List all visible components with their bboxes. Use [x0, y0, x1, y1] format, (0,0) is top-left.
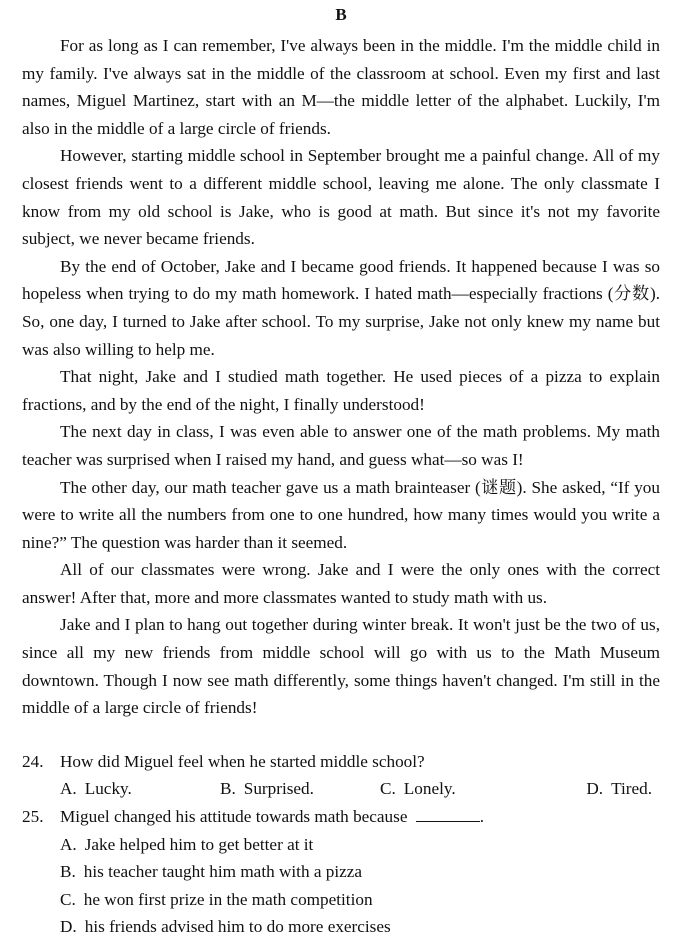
reading-passage: [22, 32, 660, 722]
option-c[interactable]: [22, 886, 660, 914]
question-text: How did Miguel feel when he started middle school?: [60, 751, 425, 771]
question-number: 24.: [22, 751, 44, 771]
option-letter: D.: [586, 779, 604, 799]
question-stem: [22, 748, 660, 776]
question-end-punctuation: .: [479, 807, 485, 827]
option-letter: C.: [380, 779, 396, 799]
option-b[interactable]: [220, 775, 380, 803]
option-b[interactable]: [22, 858, 660, 886]
option-d[interactable]: [22, 913, 660, 941]
paragraph: For as long as I can remember, I've always been in the middle. I'm the middle child in my family. I've always sat in the middle of the classroom at school. Even my first and last names, Miguel Martinez, start with an M—the middle letter of the alphabet. Luckily, I'm also in the middle of a large circle of friends.: [22, 36, 660, 138]
option-c[interactable]: [380, 775, 540, 803]
paragraph: The other day, our math teacher gave us a math brainteaser (谜题). She asked, “If you were to write all the numbers from one to one hundred, how many times would you write a nine?” The question was harder than it seemed.: [22, 477, 660, 552]
question-24: [22, 748, 660, 803]
option-letter: A.: [60, 779, 77, 799]
option-text: his teacher taught him math with a pizza: [83, 862, 363, 882]
option-text: Jake helped him to get better at it: [84, 834, 314, 854]
paragraph: By the end of October, Jake and I became good friends. It happened because I was so hopeless when trying to do my math homework. I hated math—especially fractions (分数). So, one day, I turned to Jake after school. To my surprise, Jake not only knew my name but was also willing to help me.: [22, 256, 660, 359]
option-letter: C.: [60, 889, 76, 909]
option-a[interactable]: [60, 775, 220, 803]
option-text: his friends advised him to do more exercises: [84, 917, 391, 937]
option-letter: D.: [60, 917, 77, 937]
question-stem: [22, 803, 660, 831]
question-25: [22, 803, 660, 941]
answer-blank[interactable]: [416, 803, 480, 822]
question-number: 25.: [22, 807, 44, 827]
option-d[interactable]: [540, 775, 660, 803]
option-text: Surprised.: [243, 779, 314, 799]
options-list: [22, 831, 660, 941]
option-letter: B.: [220, 779, 236, 799]
paragraph: All of our classmates were wrong. Jake and I were the only ones with the correct answer! After that, more and more classmates wanted to study math with us.: [22, 560, 660, 607]
section-heading: B: [335, 5, 347, 24]
option-a[interactable]: [22, 831, 660, 859]
option-letter: B.: [60, 862, 76, 882]
option-text: Tired.: [611, 779, 652, 799]
paragraph: That night, Jake and I studied math together. He used pieces of a pizza to explain fractions, and by the end of the night, I finally understood!: [22, 367, 660, 414]
options-list: [22, 775, 660, 803]
paragraph: However, starting middle school in September brought me a painful change. All of my closest friends went to a different middle school, leaving me alone. The only classmate I know from my old school is Jake, who is good at math. But since it's not my favorite subject, we never became friends.: [22, 146, 660, 249]
option-text: he won first prize in the math competition: [83, 889, 373, 909]
question-text: Miguel changed his attitude towards math because: [60, 807, 408, 827]
paragraph: Jake and I plan to hang out together during winter break. It won't just be the two of us, since all my new friends from middle school will go with us to the Math Museum downtown. Though I now see math differently, some things haven't changed. I'm still in the middle of a large circle of friends!: [22, 615, 660, 718]
option-letter: A.: [60, 834, 77, 854]
questions-section: [22, 748, 660, 941]
option-text: Lonely.: [403, 779, 456, 799]
option-text: Lucky.: [84, 779, 132, 799]
paragraph: The next day in class, I was even able to answer one of the math problems. My math teacher was surprised when I raised my hand, and guess what—so was I!: [22, 422, 660, 469]
